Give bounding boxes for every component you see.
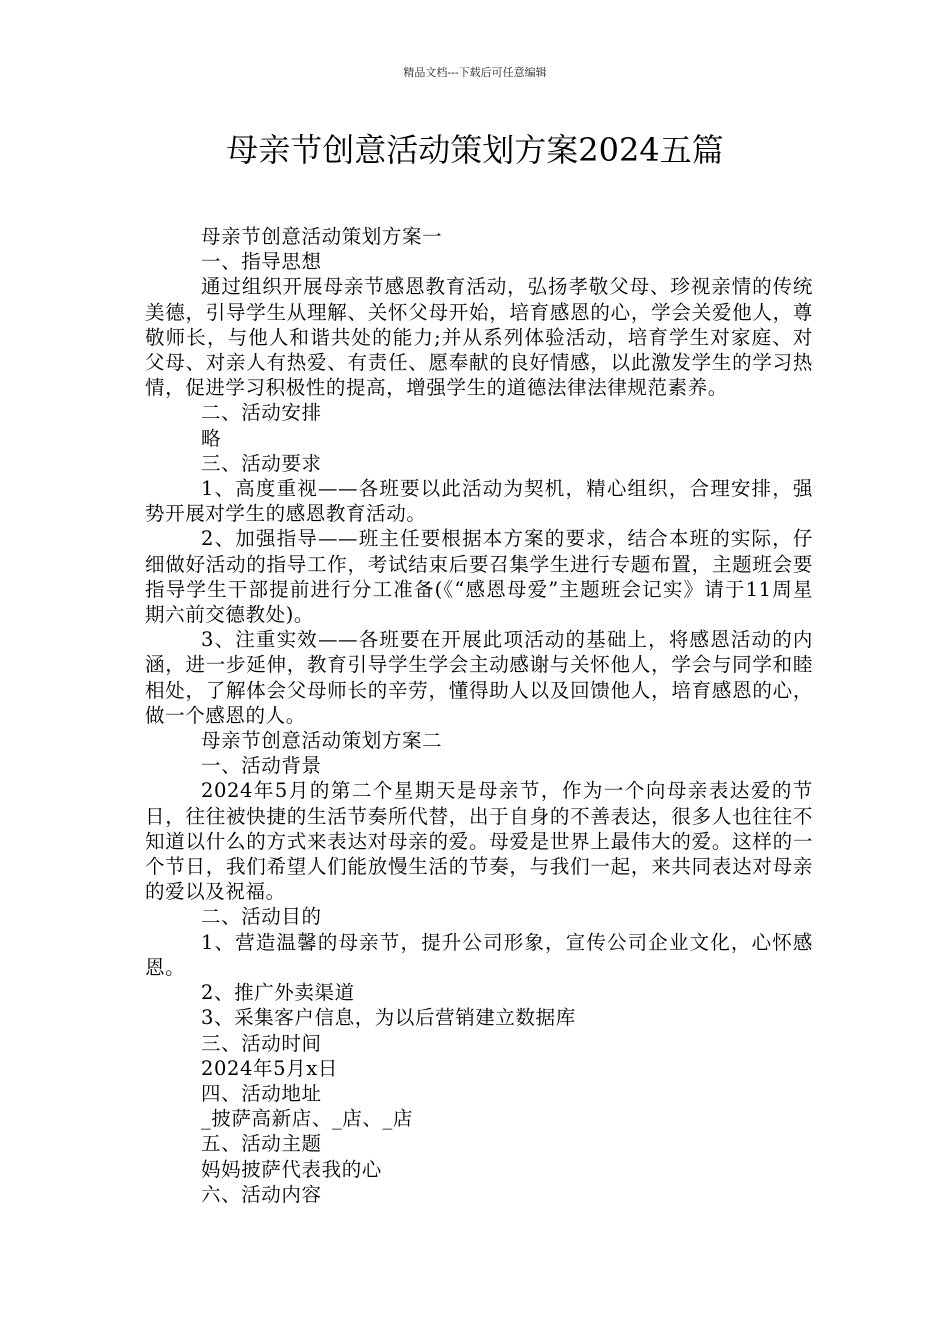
heading-activity-location: 四、活动地址 (201, 1081, 322, 1105)
heading-activity-theme: 五、活动主题 (201, 1132, 322, 1156)
paragraph-purpose-3: 3、采集客户信息，为以后营销建立数据库 (201, 1006, 576, 1030)
paragraph-activity-time: 2024年5月x日 (201, 1056, 338, 1080)
document-title: 母亲节创意活动策划方案2024五篇 (226, 131, 724, 169)
heading-activity-requirements: 三、活动要求 (201, 451, 322, 475)
paragraph-purpose-1: 1、营造温馨的母亲节，提升公司形象，宣传公司企业文化，心怀感恩。 (145, 930, 813, 979)
document-body (145, 224, 813, 1207)
page-header: 精品文档---下载后可任意编辑 (403, 66, 547, 79)
paragraph-activity-theme: 妈妈披萨代表我的心 (201, 1157, 382, 1181)
paragraph-purpose-2: 2、推广外卖渠道 (201, 981, 355, 1005)
heading-activity-background: 一、活动背景 (201, 754, 322, 778)
heading-activity-time: 三、活动时间 (201, 1031, 322, 1055)
paragraph-requirement-3: 3、注重实效——各班要在开展此项活动的基础上，将感恩活动的内涵，进一步延伸，教育引导学生学会主动感谢与关怀他人，学会与同学和睦相处，了解体会父母师长的辛劳，懂得助人以及回馈他人，培育感恩的心，做一个感恩的人。 (145, 628, 813, 727)
paragraph-requirement-1: 1、高度重视——各班要以此活动为契机，精心组织，合理安排，强势开展对学生的感恩教育活动。 (145, 477, 813, 526)
heading-activity-arrangement: 二、活动安排 (201, 401, 322, 425)
heading-guiding-ideology: 一、指导思想 (201, 250, 322, 274)
section-title-plan-1: 母亲节创意活动策划方案一 (201, 225, 443, 248)
paragraph-guiding-ideology: 通过组织开展母亲节感恩教育活动，弘扬孝敬父母、珍视亲情的传统美德，引导学生从理解、关怀父母开始，培育感恩的心，学会关爱他人，尊敬师长，与他人和谐共处的能力;并从系列体验活动，培育学生对家庭、对父母、对亲人有热爱、有责任、愿奉献的良好情感，以此激发学生的学习热情，促进学习积极性的提高，增强学生的道德法律法律规范素养。 (145, 275, 813, 400)
paragraph-activity-location: _披萨高新店、_店、_店 (201, 1107, 413, 1131)
section-title-plan-2: 母亲节创意活动策划方案二 (201, 729, 443, 753)
paragraph-requirement-2: 2、加强指导——班主任要根据本方案的要求，结合本班的实际，仔细做好活动的指导工作，考试结束后要召集学生进行专题布置，主题班会要指导学生干部提前进行分工准备(《“感恩母爱”主题班会记实》请于11周星期六前交德教处)。 (145, 527, 813, 627)
paragraph-activity-background: 2024年5月的第二个星期天是母亲节，作为一个向母亲表达爱的节日，往往被快捷的生活节奏所代替，出于自身的不善表达，很多人也往往不知道以什么的方式来表达对母亲的爱。母爱是世界上最伟大的爱。这样的一个节日，我们希望人们能放慢生活的节奏，与我们一起，来共同表达对母亲的爱以及祝福。 (145, 779, 813, 904)
heading-activity-content: 六、活动内容 (201, 1182, 322, 1206)
paragraph-omitted: 略 (201, 426, 222, 450)
heading-activity-purpose: 二、活动目的 (201, 905, 322, 929)
